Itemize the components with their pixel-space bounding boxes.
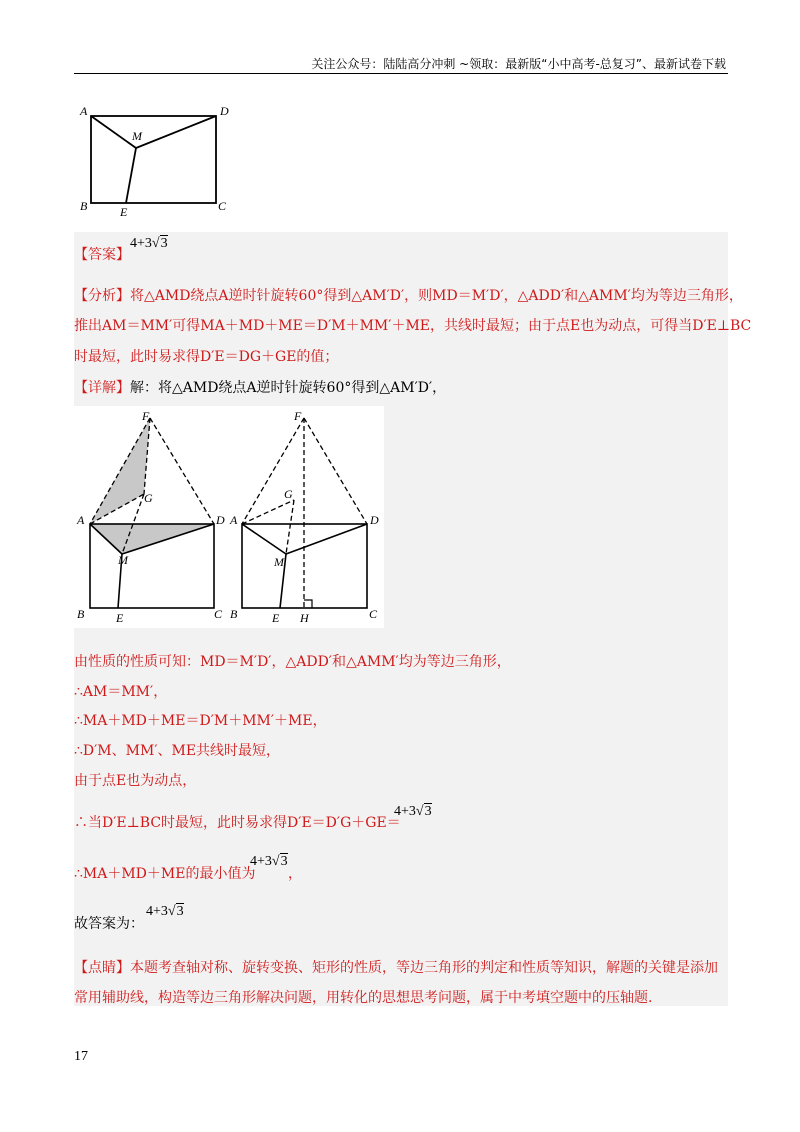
comment-line-2: 常用辅助线，构造等边三角形解决问题，用转化的思想思考问题，属于中考填空题中的压轴题. xyxy=(74,990,653,1006)
detail-line-4: ∴D′M、MM′、ME共线时最短， xyxy=(74,743,281,759)
analysis-line-3: 时最短，此时易求得D′E＝DG＋GE的值； xyxy=(74,349,339,365)
left-label-E: E xyxy=(116,611,124,625)
detail-line-5: 由于点E也为动点， xyxy=(74,773,197,789)
label-D: D xyxy=(220,104,229,118)
right-label-F: F xyxy=(294,409,302,423)
answer-tag: 【答案】 xyxy=(74,247,130,263)
label-B: B xyxy=(80,199,88,213)
right-label-H: H xyxy=(300,611,309,625)
left-label-F: F xyxy=(142,409,150,423)
left-label-M: M xyxy=(118,553,128,567)
left-label-A: A xyxy=(77,513,85,527)
label-E: E xyxy=(120,205,128,219)
right-label-A: A xyxy=(230,513,238,527)
right-label-G: G xyxy=(284,487,293,501)
detail-line-7: ∴MA＋MD＋ME的最小值为 xyxy=(74,866,256,882)
detail-line-2: ∴AM＝MM′， xyxy=(74,684,168,700)
right-label-E: E xyxy=(272,611,280,625)
right-label-C: C xyxy=(369,607,378,621)
detail-value-2: 4+3√3 xyxy=(250,854,288,869)
left-label-D: D xyxy=(216,513,225,527)
detail-comma: ， xyxy=(288,866,302,882)
header-rule xyxy=(74,73,728,74)
comment-line-1: 【点睛】本题考查轴对称、旋转变换、矩形的性质，等边三角形的判定和性质等知识，解题的关键是添加 xyxy=(74,960,718,976)
left-label-B: B xyxy=(77,607,85,621)
page-number: 17 xyxy=(74,1049,88,1064)
label-A: A xyxy=(80,104,88,118)
figure-rectangle xyxy=(74,98,244,220)
analysis-line-1: 【分析】将△AMD绕点A逆时针旋转60°得到△AM′D′，则MD＝M′D′，△ADD′和△AMM′均为等边三角形， xyxy=(74,288,743,304)
analysis-tag: 【分析】 xyxy=(74,288,130,304)
detail-intro: 【详解】解：将△AMD绕点A逆时针旋转60°得到△AM′D′， xyxy=(74,380,447,396)
label-M: M xyxy=(132,129,142,143)
detail-value-1: 4+3√3 xyxy=(394,804,432,819)
comment-tag: 【点睛】 xyxy=(74,960,130,976)
right-label-D: D xyxy=(370,513,379,527)
right-label-M: M xyxy=(274,555,284,569)
left-label-G: G xyxy=(144,491,153,505)
answer-line xyxy=(74,245,734,265)
detail-value-3: 4+3√3 xyxy=(146,904,184,919)
detail-line-8: 故答案为： xyxy=(74,916,144,932)
page-header: 关注公众号：陆陆高分冲刺 ~领取：最新版“小中高考-总复习”、最新试卷下载 xyxy=(311,57,726,71)
left-label-C: C xyxy=(214,607,223,621)
right-label-B: B xyxy=(230,607,238,621)
detail-line-3: ∴MA＋MD＋ME＝D′M＋MM′＋ME， xyxy=(74,713,327,729)
detail-line-1: 由性质的性质可知：MD＝M′D′，△ADD′和△AMM′均为等边三角形， xyxy=(74,654,511,670)
label-C: C xyxy=(218,199,227,213)
analysis-line-2: 推出AM＝MM′可得MA＋MD＋ME＝D′M＋MM′＋ME，共线时最短；由于点E也为动点，可得当D′E⊥BC xyxy=(74,318,752,334)
detail-tag: 【详解】 xyxy=(74,380,130,396)
detail-line-6: ∴当D′E⊥BC时最短，此时易求得D′E＝D′G＋GE＝ xyxy=(74,815,401,831)
answer-value: 4+3√3 xyxy=(130,236,168,251)
figure-rotation xyxy=(74,406,384,628)
